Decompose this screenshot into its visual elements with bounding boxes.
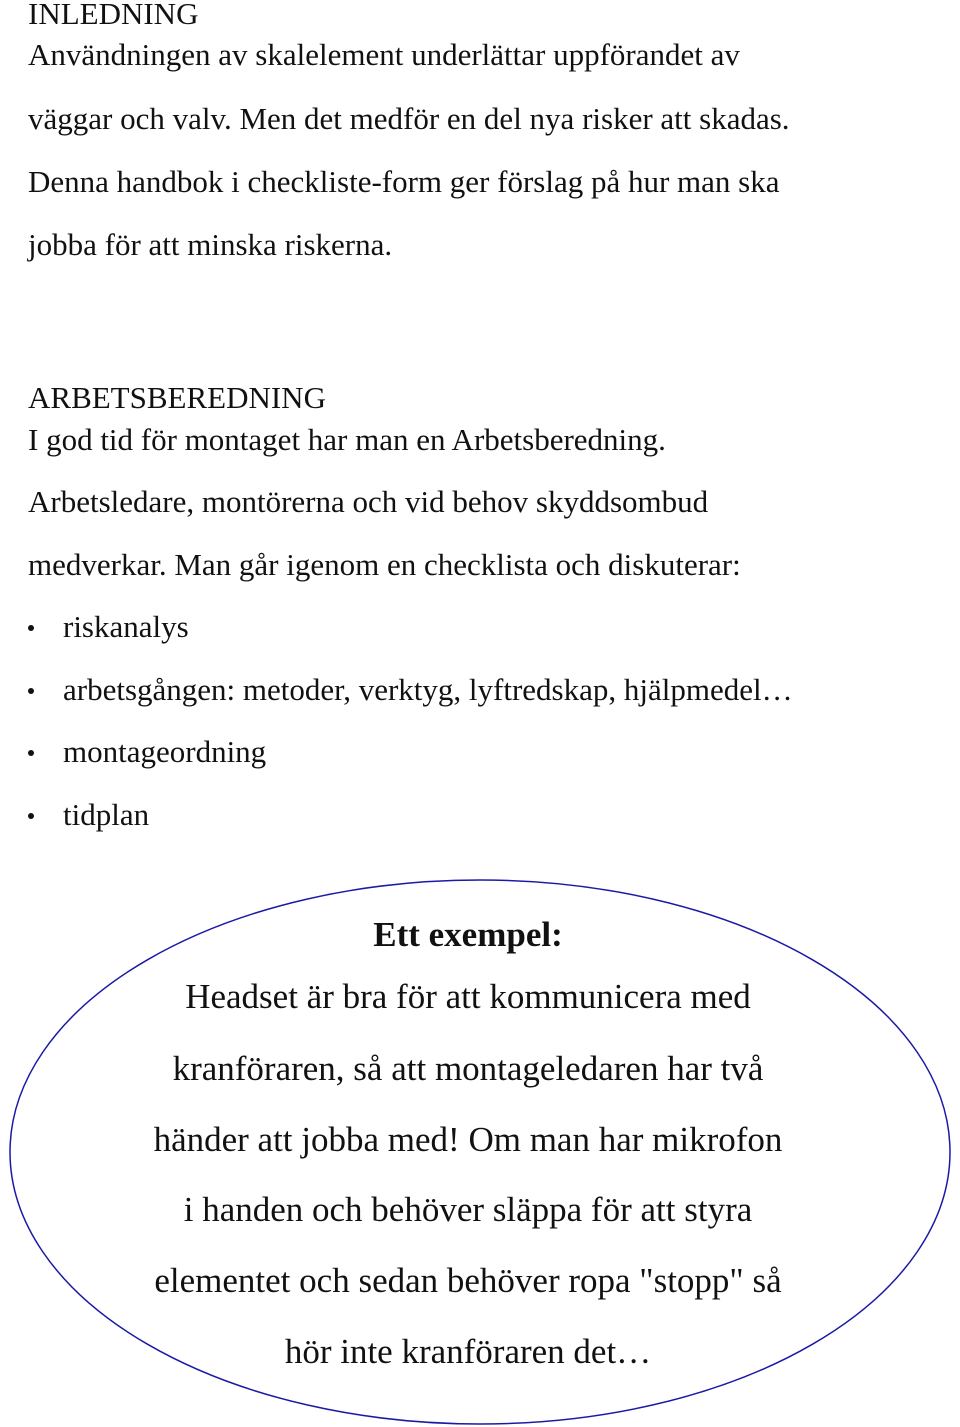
arbetsberedning-line-2: Arbetsledare, montörerna och vid behov skyddsombud	[28, 484, 709, 519]
example-line-2: kranföraren, så att montageledaren har två	[172, 1049, 764, 1088]
list-item-text: arbetsgången: metoder, verktyg, lyftredskap, hjälpmedel…	[63, 672, 793, 707]
arbetsberedning-line-1: I god tid för montaget har man en Arbetsberedning.	[28, 422, 666, 457]
bullet-icon	[28, 688, 34, 694]
intro-line-4: jobba för att minska riskerna.	[28, 227, 393, 262]
intro-heading: INLEDNING	[28, 0, 199, 31]
arbetsberedning-heading: ARBETSBEREDNING	[28, 380, 326, 415]
example-line-1: Headset är bra för att kommunicera med	[185, 977, 751, 1016]
bullet-icon	[28, 750, 34, 756]
example-line-3: händer att jobba med! Om man har mikrofon	[153, 1120, 783, 1159]
list-item-text: montageordning	[63, 734, 267, 769]
intro-line-3: Denna handbok i checkliste-form ger förslag på hur man ska	[28, 164, 780, 199]
intro-line-1: Användningen av skalelement underlättar uppförandet av	[28, 37, 740, 72]
arbetsberedning-line-3: medverkar. Man går igenom en checklista och diskuterar:	[28, 547, 741, 582]
intro-line-2: väggar och valv. Men det medför en del nya risker att skadas.	[28, 101, 790, 136]
bullet-icon	[28, 625, 34, 631]
list-item-text: riskanalys	[63, 609, 189, 644]
list-item-text: tidplan	[63, 797, 150, 832]
example-line-6: hör inte kranföraren det…	[284, 1332, 652, 1371]
bullet-icon	[28, 813, 34, 819]
example-title: Ett exempel:	[373, 915, 563, 954]
example-line-4: i handen och behöver släppa för att styra	[183, 1190, 753, 1229]
example-line-5: elementet och sedan behöver ropa "stopp" så	[154, 1261, 782, 1300]
